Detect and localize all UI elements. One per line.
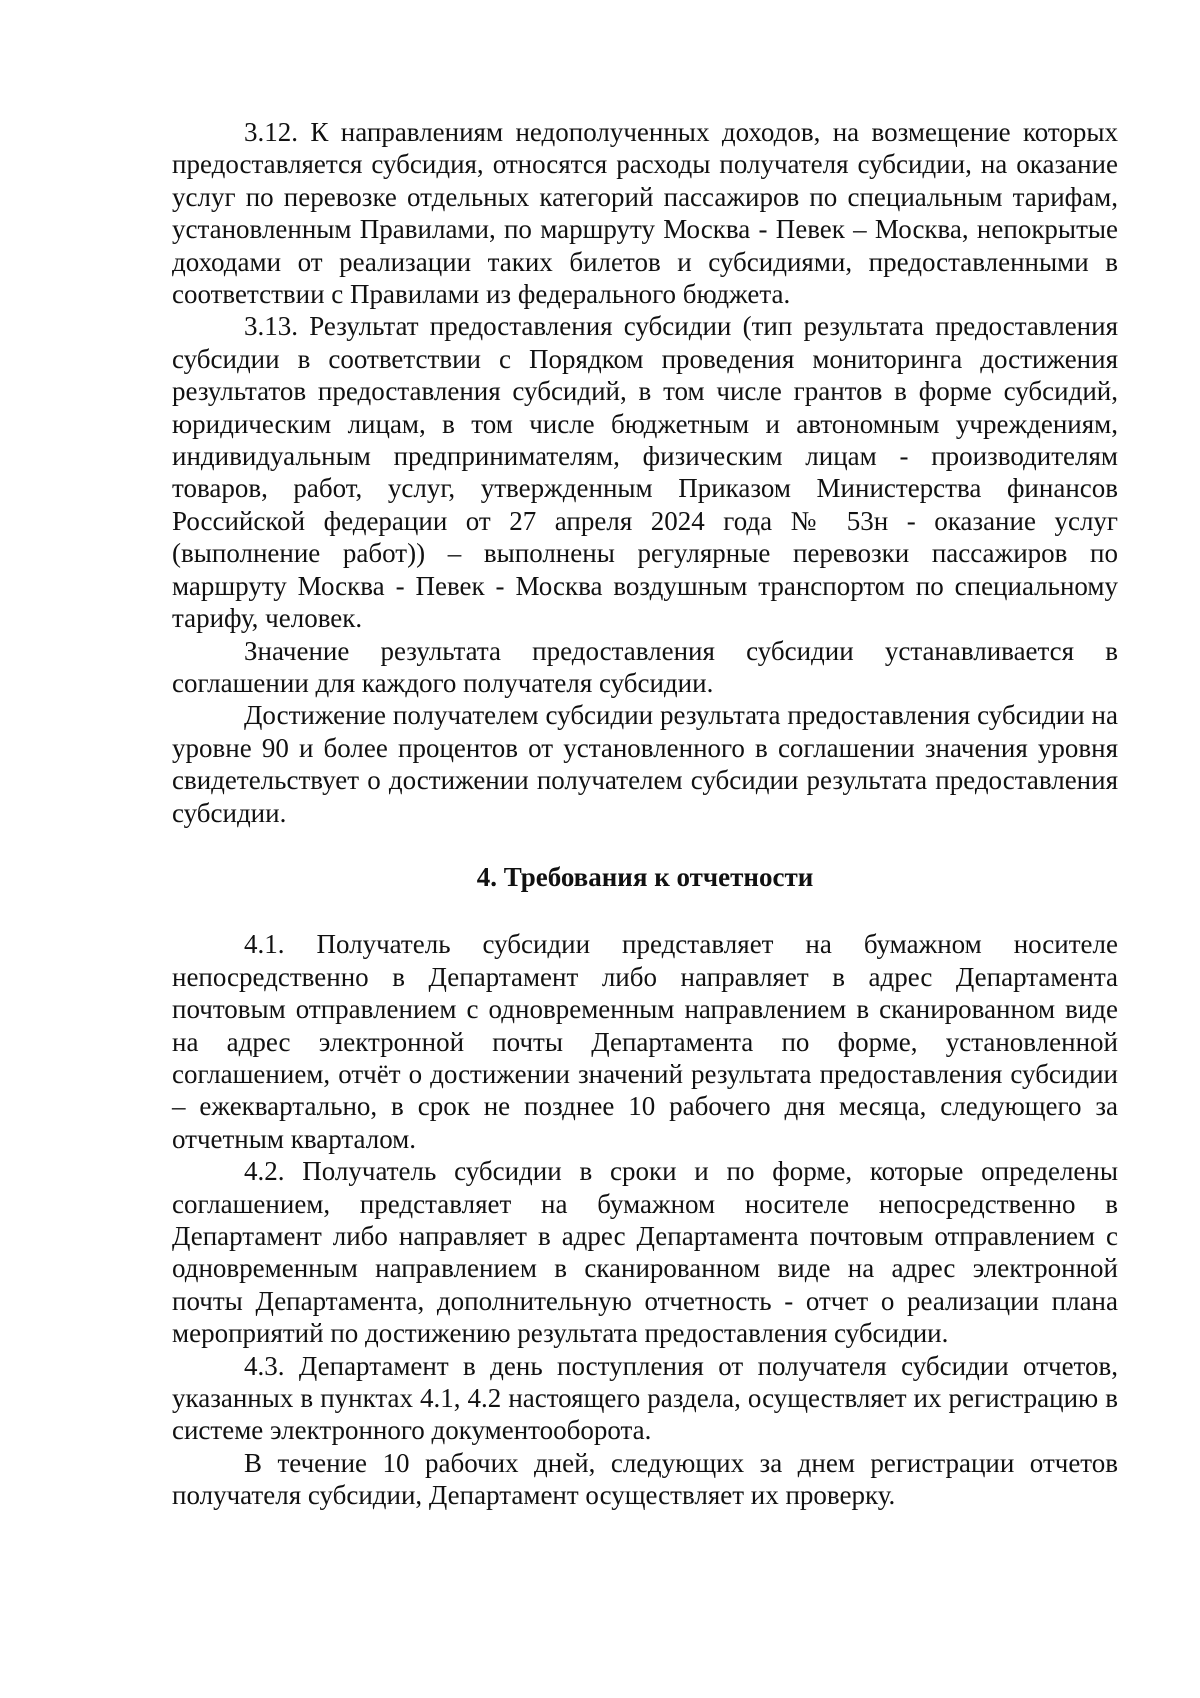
paragraph-4-2: 4.2. Получатель субсидии в сроки и по форме, которые определены соглашением, представляет на бумажном носителе непосредственно в Департамент либо направляет в адрес Департамента почтовым отправлением с одновременным направлением в сканированном виде на адрес электронной почты Департамента, дополнительную отчетность - отчет о реализации плана мероприятий по достижению результата предоставления субсидии. <box>172 1156 1118 1349</box>
paragraph-4-1: 4.1. Получатель субсидии представляет на бумажном носителе непосредственно в Департамент либо направляет в адрес Департамента почтовым отправлением с одновременным направлением в сканированном виде на адрес электронной почты Департамента по форме, установленной соглашением, отчёт о достижении значений результата предоставления субсидии – ежеквартально, в срок не позднее 10 рабочего дня месяца, следующего за отчетным кварталом. <box>172 929 1118 1154</box>
paragraph-review: В течение 10 рабочих дней, следующих за днем регистрации отчетов получателя субсидии, Департамент осуществляет их проверку. <box>172 1447 1118 1511</box>
paragraph-3-13: 3.13. Результат предоставления субсидии (тип результата предоставления субсидии в соответствии с Порядком проведения мониторинга достижения результатов предоставления субсидий, в том числе грантов в форме субсидий, юридическим лицам, в том числе бюджетным и автономным учреждениям, индивидуальным предпринимателям, физическим лицам - производителям товаров, работ, услуг, утвержденным Приказом Министерства финансов Российской федерации от 27 апреля 2024 года № 53н - оказание услуг (выполнение работ)) – выполнены регулярные перевозки пассажиров по маршруту Москва - Певек - Москва воздушным транспортом по специальному тарифу, человек. <box>172 311 1118 634</box>
paragraph-4-3: 4.3. Департамент в день поступления от получателя субсидии отчетов, указанных в пунктах 4.1, 4.2 настоящего раздела, осуществляет их регистрацию в системе электронного документооборота. <box>172 1350 1118 1446</box>
spacer <box>172 829 1118 861</box>
document-body <box>172 116 1118 1512</box>
paragraph-3-12: 3.12. К направлениям недополученных доходов, на возмещение которых предоставляется субсидия, относятся расходы получателя субсидии, на оказание услуг по перевозке отдельных категорий пассажиров по специальным тарифам, установленным Правилами, по маршруту Москва - Певек – Москва, непокрытые доходами от реализации таких билетов и субсидиями, предоставленными в соответствии с Правилами из федерального бюджета. <box>172 117 1118 310</box>
section-heading: 4. Требования к отчетности <box>476 861 814 892</box>
paragraph-result-achievement: Достижение получателем субсидии результата предоставления субсидии на уровне 90 и более процентов от установленного в соглашении значения уровня свидетельствует о достижении получателем субсидии результата предоставления субсидии. <box>172 700 1118 828</box>
paragraph-result-value: Значение результата предоставления субсидии устанавливается в соглашении для каждого получателя субсидии. <box>172 635 1118 698</box>
spacer <box>172 893 1118 928</box>
